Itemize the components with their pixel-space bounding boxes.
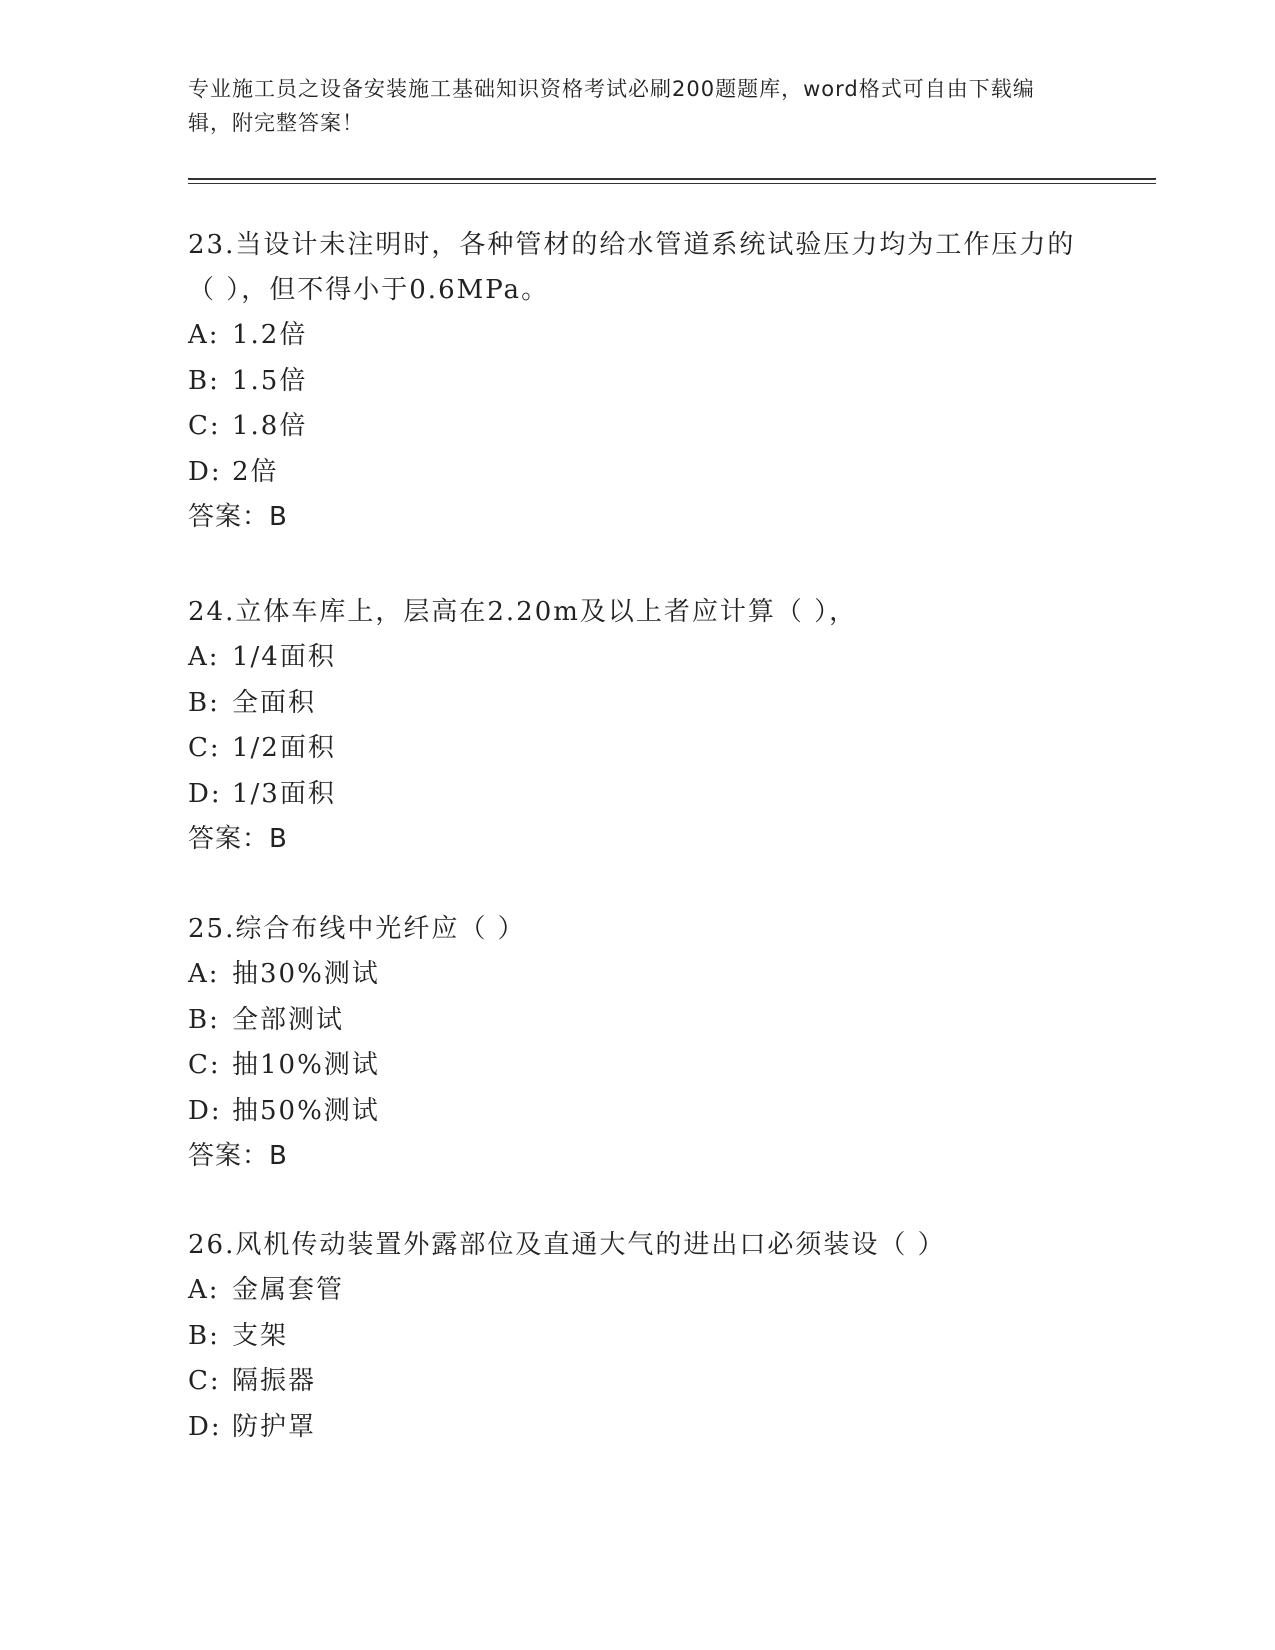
option-label: A: [188, 320, 220, 350]
option-text: 抽50%测试 [232, 1095, 380, 1126]
option-text: 1/4面积 [232, 642, 336, 672]
option-label: B: [188, 365, 220, 396]
answer-line: 答案：B [188, 1141, 288, 1171]
option-b [188, 1314, 1088, 1360]
option-c [188, 1359, 1088, 1405]
question-stem: 24.立体车库上，层高在2.20m及以上者应计算（ ）， [188, 597, 858, 627]
option-label: A: [188, 959, 220, 989]
option-text: 全部测试 [232, 1004, 345, 1035]
option-label: D: [188, 1095, 222, 1126]
answer-line: 答案：B [188, 502, 288, 532]
option-a [188, 1268, 1088, 1314]
question-stem: 26.风机传动装置外露部位及直通大气的进出口必须装设（ ） [188, 1230, 946, 1260]
option-d [188, 1089, 1088, 1135]
question-26 [188, 1223, 1088, 1450]
option-d [188, 1405, 1088, 1451]
option-text: 1.8倍 [232, 411, 308, 441]
option-label: D: [188, 1411, 222, 1442]
option-d [188, 450, 1088, 496]
option-text: 2倍 [232, 456, 279, 487]
option-label: D: [188, 778, 222, 809]
question-25 [188, 907, 1088, 1180]
question-stem: 25.综合布线中光纤应（ ） [188, 914, 526, 944]
option-a [188, 313, 1088, 359]
option-text: 防护罩 [232, 1411, 317, 1442]
option-text: 支架 [232, 1320, 289, 1351]
option-text: 隔振器 [232, 1366, 317, 1396]
option-label: B: [188, 687, 220, 718]
option-label: C: [188, 733, 221, 763]
option-label: C: [188, 411, 221, 441]
option-b [188, 998, 1088, 1044]
option-text: 抽30%测试 [232, 959, 380, 989]
option-c [188, 1043, 1088, 1089]
option-label: C: [188, 1050, 221, 1080]
option-label: D: [188, 456, 222, 487]
option-text: 金属套管 [232, 1275, 345, 1305]
header-divider-thin [188, 183, 1156, 184]
option-b [188, 681, 1088, 727]
answer-line: 答案：B [188, 824, 288, 854]
option-c [188, 726, 1088, 772]
option-label: A: [188, 642, 220, 672]
option-d [188, 772, 1088, 818]
question-stem: 23.当设计未注明时，各种管材的给水管道系统试验压力均为工作压力的（ ），但不得小于0.6MPa。 [188, 230, 1076, 305]
option-label: B: [188, 1320, 220, 1351]
option-a [188, 952, 1088, 998]
option-c [188, 404, 1088, 450]
option-label: B: [188, 1004, 220, 1035]
option-label: C: [188, 1366, 221, 1396]
question-23 [188, 223, 1088, 541]
option-text: 1.5倍 [232, 365, 308, 396]
option-text: 1.2倍 [232, 320, 308, 350]
header-divider-thick [188, 178, 1156, 180]
option-a [188, 635, 1088, 681]
option-text: 1/3面积 [232, 778, 336, 809]
option-label: A: [188, 1275, 220, 1305]
option-text: 抽10%测试 [232, 1050, 380, 1080]
option-b [188, 359, 1088, 405]
question-24 [188, 590, 1088, 863]
option-text: 1/2面积 [232, 733, 336, 763]
document-header: 专业施工员之设备安装施工基础知识资格考试必刷200题题库，word格式可自由下载编辑，附完整答案！ [188, 77, 1035, 135]
option-text: 全面积 [232, 687, 317, 718]
